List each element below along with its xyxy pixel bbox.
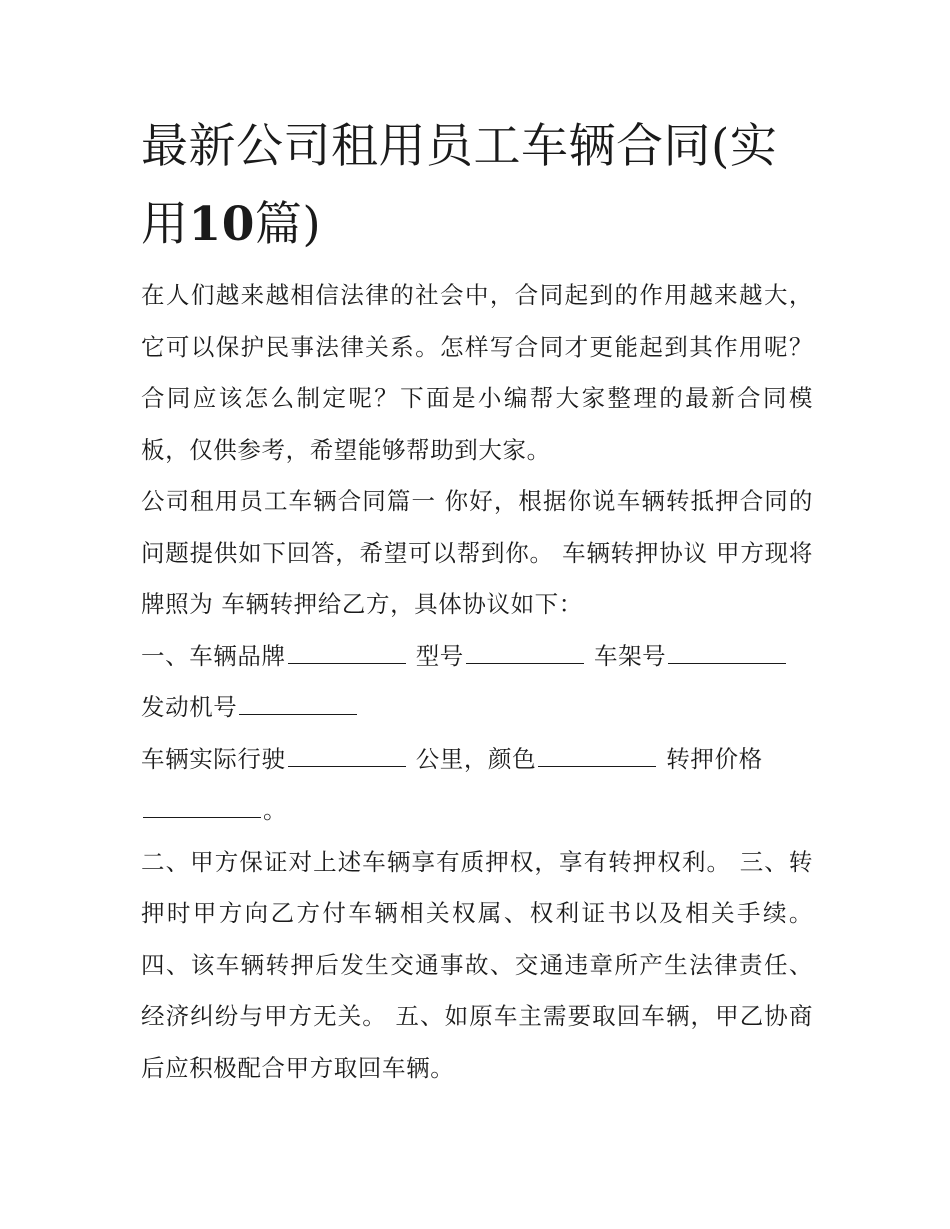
color-blank[interactable]: [538, 765, 656, 767]
frame-label: 车架号: [593, 641, 667, 670]
mileage-blank[interactable]: [288, 765, 406, 767]
km-color-label: 公里，颜色: [415, 744, 537, 773]
vehicle-info-line-1: [141, 631, 813, 683]
model-label: 型号: [415, 641, 464, 670]
title-number: 10: [188, 197, 255, 252]
title-part2: 篇): [254, 197, 322, 252]
document-title: [141, 108, 813, 264]
model-blank[interactable]: [466, 662, 584, 664]
frame-blank[interactable]: [668, 662, 786, 664]
engine-label: 发动机号: [141, 693, 238, 721]
end-mark: 。: [263, 796, 288, 824]
intro-paragraph: 在人们越来越相信法律的社会中，合同起到的作用越来越大，它可以保护民事法律关系。怎样写合同才更能起到其作用呢？合同应该怎么制定呢？下面是小编帮大家整理的最新合同模板，仅供参考，希望能够帮助到大家。: [141, 281, 813, 464]
document-page: [141, 108, 813, 1094]
price-blank[interactable]: [143, 816, 261, 818]
brand-blank[interactable]: [288, 662, 406, 664]
vehicle-info-line-3: [141, 734, 813, 786]
vehicle-info-line-2: [141, 682, 813, 734]
title-part1: 最新公司租用员工车辆合同(实用: [141, 119, 778, 252]
vehicle-info-line-4: [141, 785, 813, 837]
engine-blank[interactable]: [239, 713, 357, 715]
section-one-paragraph: 公司租用员工车辆合同篇一 你好，根据你说车辆转抵押合同的问题提供如下回答，希望可以帮到你。 车辆转押协议 甲方现将牌照为 车辆转押给乙方，具体协议如下：: [141, 487, 813, 618]
price-label: 转押价格: [666, 744, 763, 773]
brand-label: 一、车辆品牌: [141, 641, 286, 670]
mileage-label: 车辆实际行驶: [141, 744, 286, 773]
clauses-paragraph: 二、甲方保证对上述车辆享有质押权，享有转押权利。 三、转押时甲方向乙方付车辆相关权属、权利证书以及相关手续。四、该车辆转押后发生交通事故、交通违章所产生法律责任、经济纠纷与甲方无关。 五、如原车主需要取回车辆，甲乙协商后应积极配合甲方取回车辆。: [141, 847, 813, 1082]
